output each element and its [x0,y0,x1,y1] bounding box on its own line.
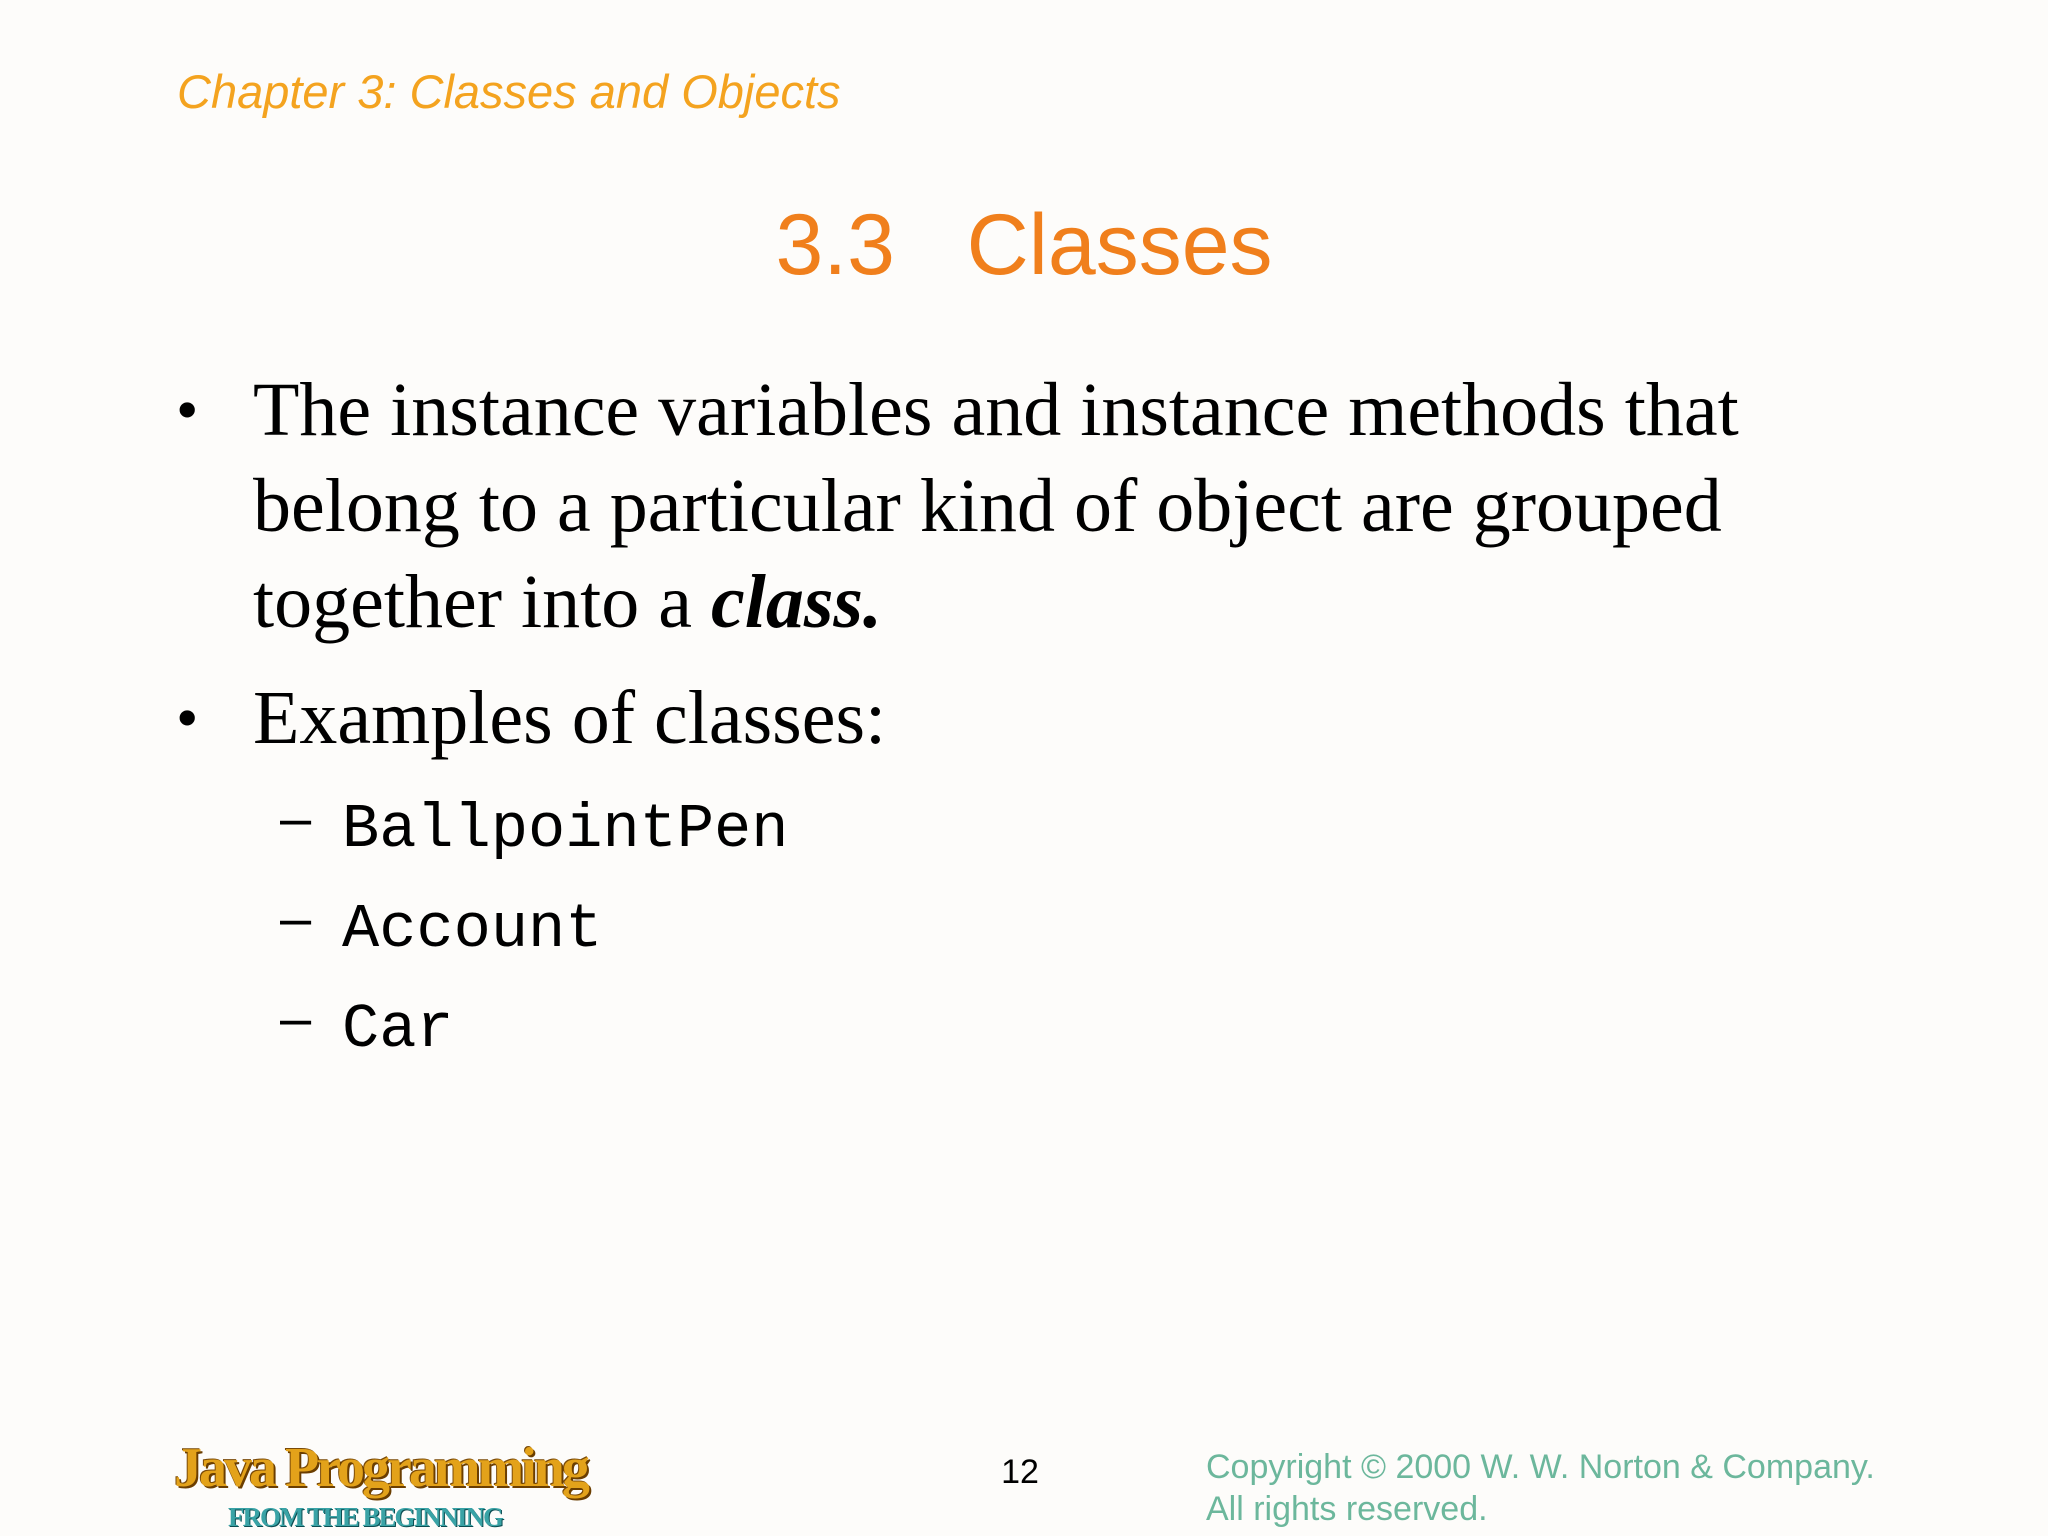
bullet-item [170,362,1890,650]
bullet-text: The instance variables and instance methods that belong to a particular kind of object are grouped together into a [253,368,1739,644]
bullet-text: Examples of classes: [253,676,887,760]
example-item [280,780,788,880]
logo-subtitle: FROM THE BEGINNING [228,1502,503,1532]
example-item [280,880,788,980]
bullet-marker: • [176,682,199,753]
book-logo [174,1437,674,1536]
example-list [280,780,788,1080]
dash-marker: – [280,886,312,949]
slide-title: 3.3 Classes [775,197,1273,293]
logo-title: Java Programming [174,1437,587,1499]
copyright-line-1: Copyright © 2000 W. W. Norton & Company. [1206,1448,1875,1486]
example-text: Car [342,994,454,1065]
example-text: Account [342,894,603,965]
bullet-item [170,670,1890,766]
bullet-list [170,362,1890,786]
bullet-marker: • [176,374,199,445]
dash-marker: – [280,786,312,849]
example-text: BallpointPen [342,794,789,865]
chapter-header: Chapter 3: Classes and Objects [177,65,841,118]
copyright-line-2: All rights reserved. [1206,1490,1488,1528]
bullet-emphasis: class. [710,560,882,644]
dash-marker: – [280,986,312,1049]
copyright-notice [1206,1446,1875,1530]
example-item [280,980,788,1080]
page-number: 12 [1001,1453,1039,1491]
